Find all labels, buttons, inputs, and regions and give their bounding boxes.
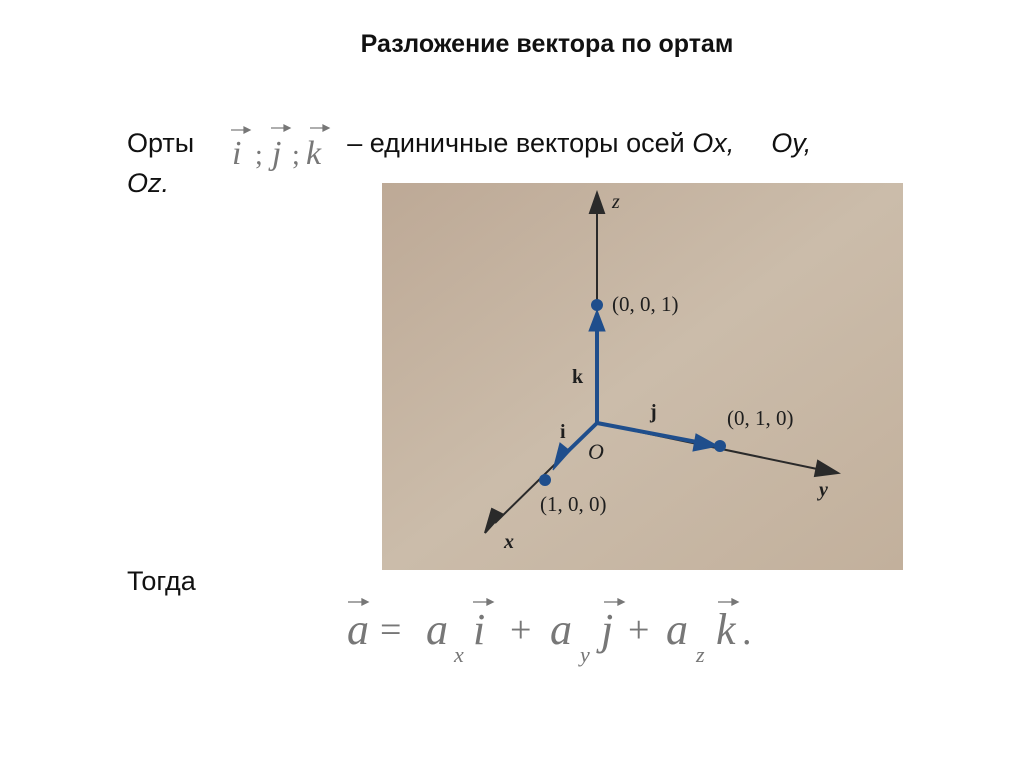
ort-k: k <box>306 135 322 172</box>
ort-j: j <box>272 135 282 172</box>
axis-ox: Ox, <box>692 128 735 158</box>
formula-i: i <box>473 605 486 654</box>
j-label: j <box>650 401 657 423</box>
formula-a: a <box>347 605 369 654</box>
z-axis-label: z <box>612 191 620 213</box>
axis-oy: Oy, <box>771 128 812 158</box>
slide-title: Разложение вектора по ортам <box>360 30 734 58</box>
formula-z-sub: z <box>696 642 705 667</box>
orts-word: Орты <box>127 128 195 158</box>
formula-k: k <box>716 605 736 654</box>
sep-2: ; <box>292 140 300 171</box>
formula-ax: a <box>426 605 448 654</box>
point-x <box>539 474 551 486</box>
formula-az: a <box>666 605 688 654</box>
point-y <box>714 440 726 452</box>
decomposition-formula <box>338 592 768 672</box>
point-y-label: (0, 1, 0) <box>727 406 794 430</box>
formula-x-sub: x <box>454 642 464 667</box>
formula-ay: a <box>550 605 572 654</box>
then-word: Тогда <box>127 566 196 596</box>
formula-y-sub: y <box>580 642 590 667</box>
orts-symbols <box>224 118 344 173</box>
intro-rest: – единичные векторы осей <box>347 128 685 158</box>
sep-1: ; <box>255 140 263 171</box>
formula-plus-1: + <box>510 609 532 651</box>
k-label: k <box>572 366 584 388</box>
formula-plus-2: + <box>628 609 650 651</box>
y-axis-label: y <box>819 479 828 501</box>
point-z-label: (0, 0, 1) <box>612 292 679 316</box>
x-axis-label: x <box>504 531 514 553</box>
i-label: i <box>560 421 566 443</box>
point-z <box>591 299 603 311</box>
ort-i: i <box>232 135 242 172</box>
axes-photo <box>382 183 903 570</box>
axis-oz: Oz. <box>127 168 170 198</box>
origin-label: O <box>588 439 604 464</box>
formula-j: j <box>601 605 614 654</box>
point-x-label: (1, 0, 0) <box>540 492 607 516</box>
photo-background <box>382 183 903 570</box>
formula-eq: = <box>380 609 402 651</box>
formula-dot: . <box>742 611 752 653</box>
